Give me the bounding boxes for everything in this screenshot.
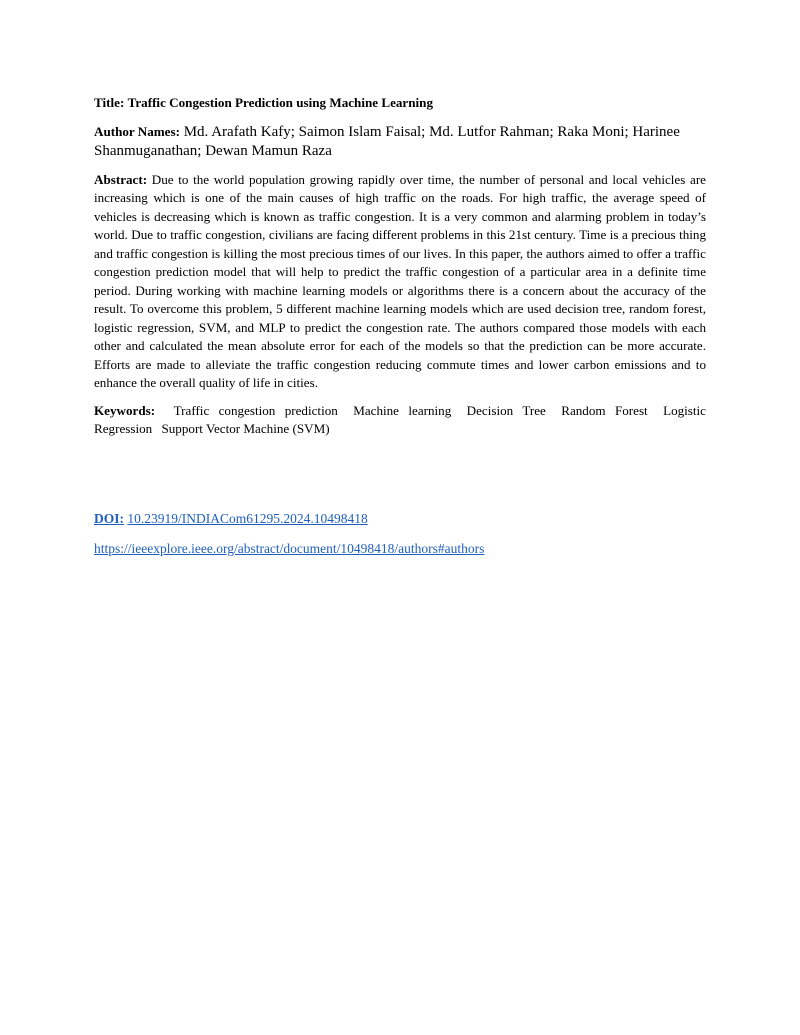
keyword-item: Decision Tree <box>466 402 546 418</box>
authors-list: Md. Arafath Kafy; Saimon Islam Faisal; Md. Lutfor Rahman; Raka Moni; Harinee Shanmuganathan; Dewan Mamun Raza <box>94 123 680 159</box>
keywords-line <box>94 402 706 439</box>
doi-link[interactable]: 10.23919/INDIACom61295.2024.10498418 <box>127 511 368 526</box>
keyword-item: Machine learning <box>353 402 452 418</box>
title-label: Title: <box>94 95 125 110</box>
doi-label[interactable]: DOI: <box>94 511 124 526</box>
keyword-item: Support Vector Machine (SVM) <box>161 421 330 436</box>
doi-line[interactable] <box>94 511 368 527</box>
abstract-paragraph <box>94 171 706 393</box>
ieee-url-line[interactable] <box>94 541 484 557</box>
abstract-label: Abstract: <box>94 171 148 187</box>
authors-line <box>94 122 706 162</box>
paper-summary <box>94 94 706 439</box>
authors-label: Author Names: <box>94 123 180 139</box>
paper-title: Traffic Congestion Prediction using Machine Learning <box>127 95 433 110</box>
keyword-item: Traffic congestion prediction <box>173 402 338 418</box>
abstract-text: Due to the world population growing rapidly over time, the number of personal and local vehicles are increasing which is one of the main causes of high traffic on the roads. For high traffic, the average speed of vehicles is decreasing which is known as traffic congestion. It is a very common and alarming problem in today’s world. Due to traffic congestion, civilians are facing different problems in this 21st century. Time is a precious thing and traffic congestion is killing the most precious times of our lives. In this paper, the authors aimed to offer a traffic congestion prediction model that will help to predict the traffic congestion of a particular area in a definite time period. During working with machine learning models or algorithms there is a concern about the accuracy of the result. To overcome this problem, 5 different machine learning models which are used decision tree, random forest, logistic regression, SVM, and MLP to predict the congestion rate. The authors compared those models with each other and calculated the mean absolute error for each of the models so that the prediction can be more accurate. Efforts are made to alleviate the traffic congestion reducing commute times and lower carbon emissions and to enhance the overall quality of life in cities. <box>94 171 706 390</box>
title-line <box>94 94 706 113</box>
keyword-item: Random Forest <box>561 402 648 418</box>
keyword-item: Logistic Regression <box>94 402 706 436</box>
ieee-url-link[interactable]: https://ieeexplore.ieee.org/abstract/document/10498418/authors#authors <box>94 541 485 556</box>
keywords-label: Keywords: <box>94 402 156 418</box>
